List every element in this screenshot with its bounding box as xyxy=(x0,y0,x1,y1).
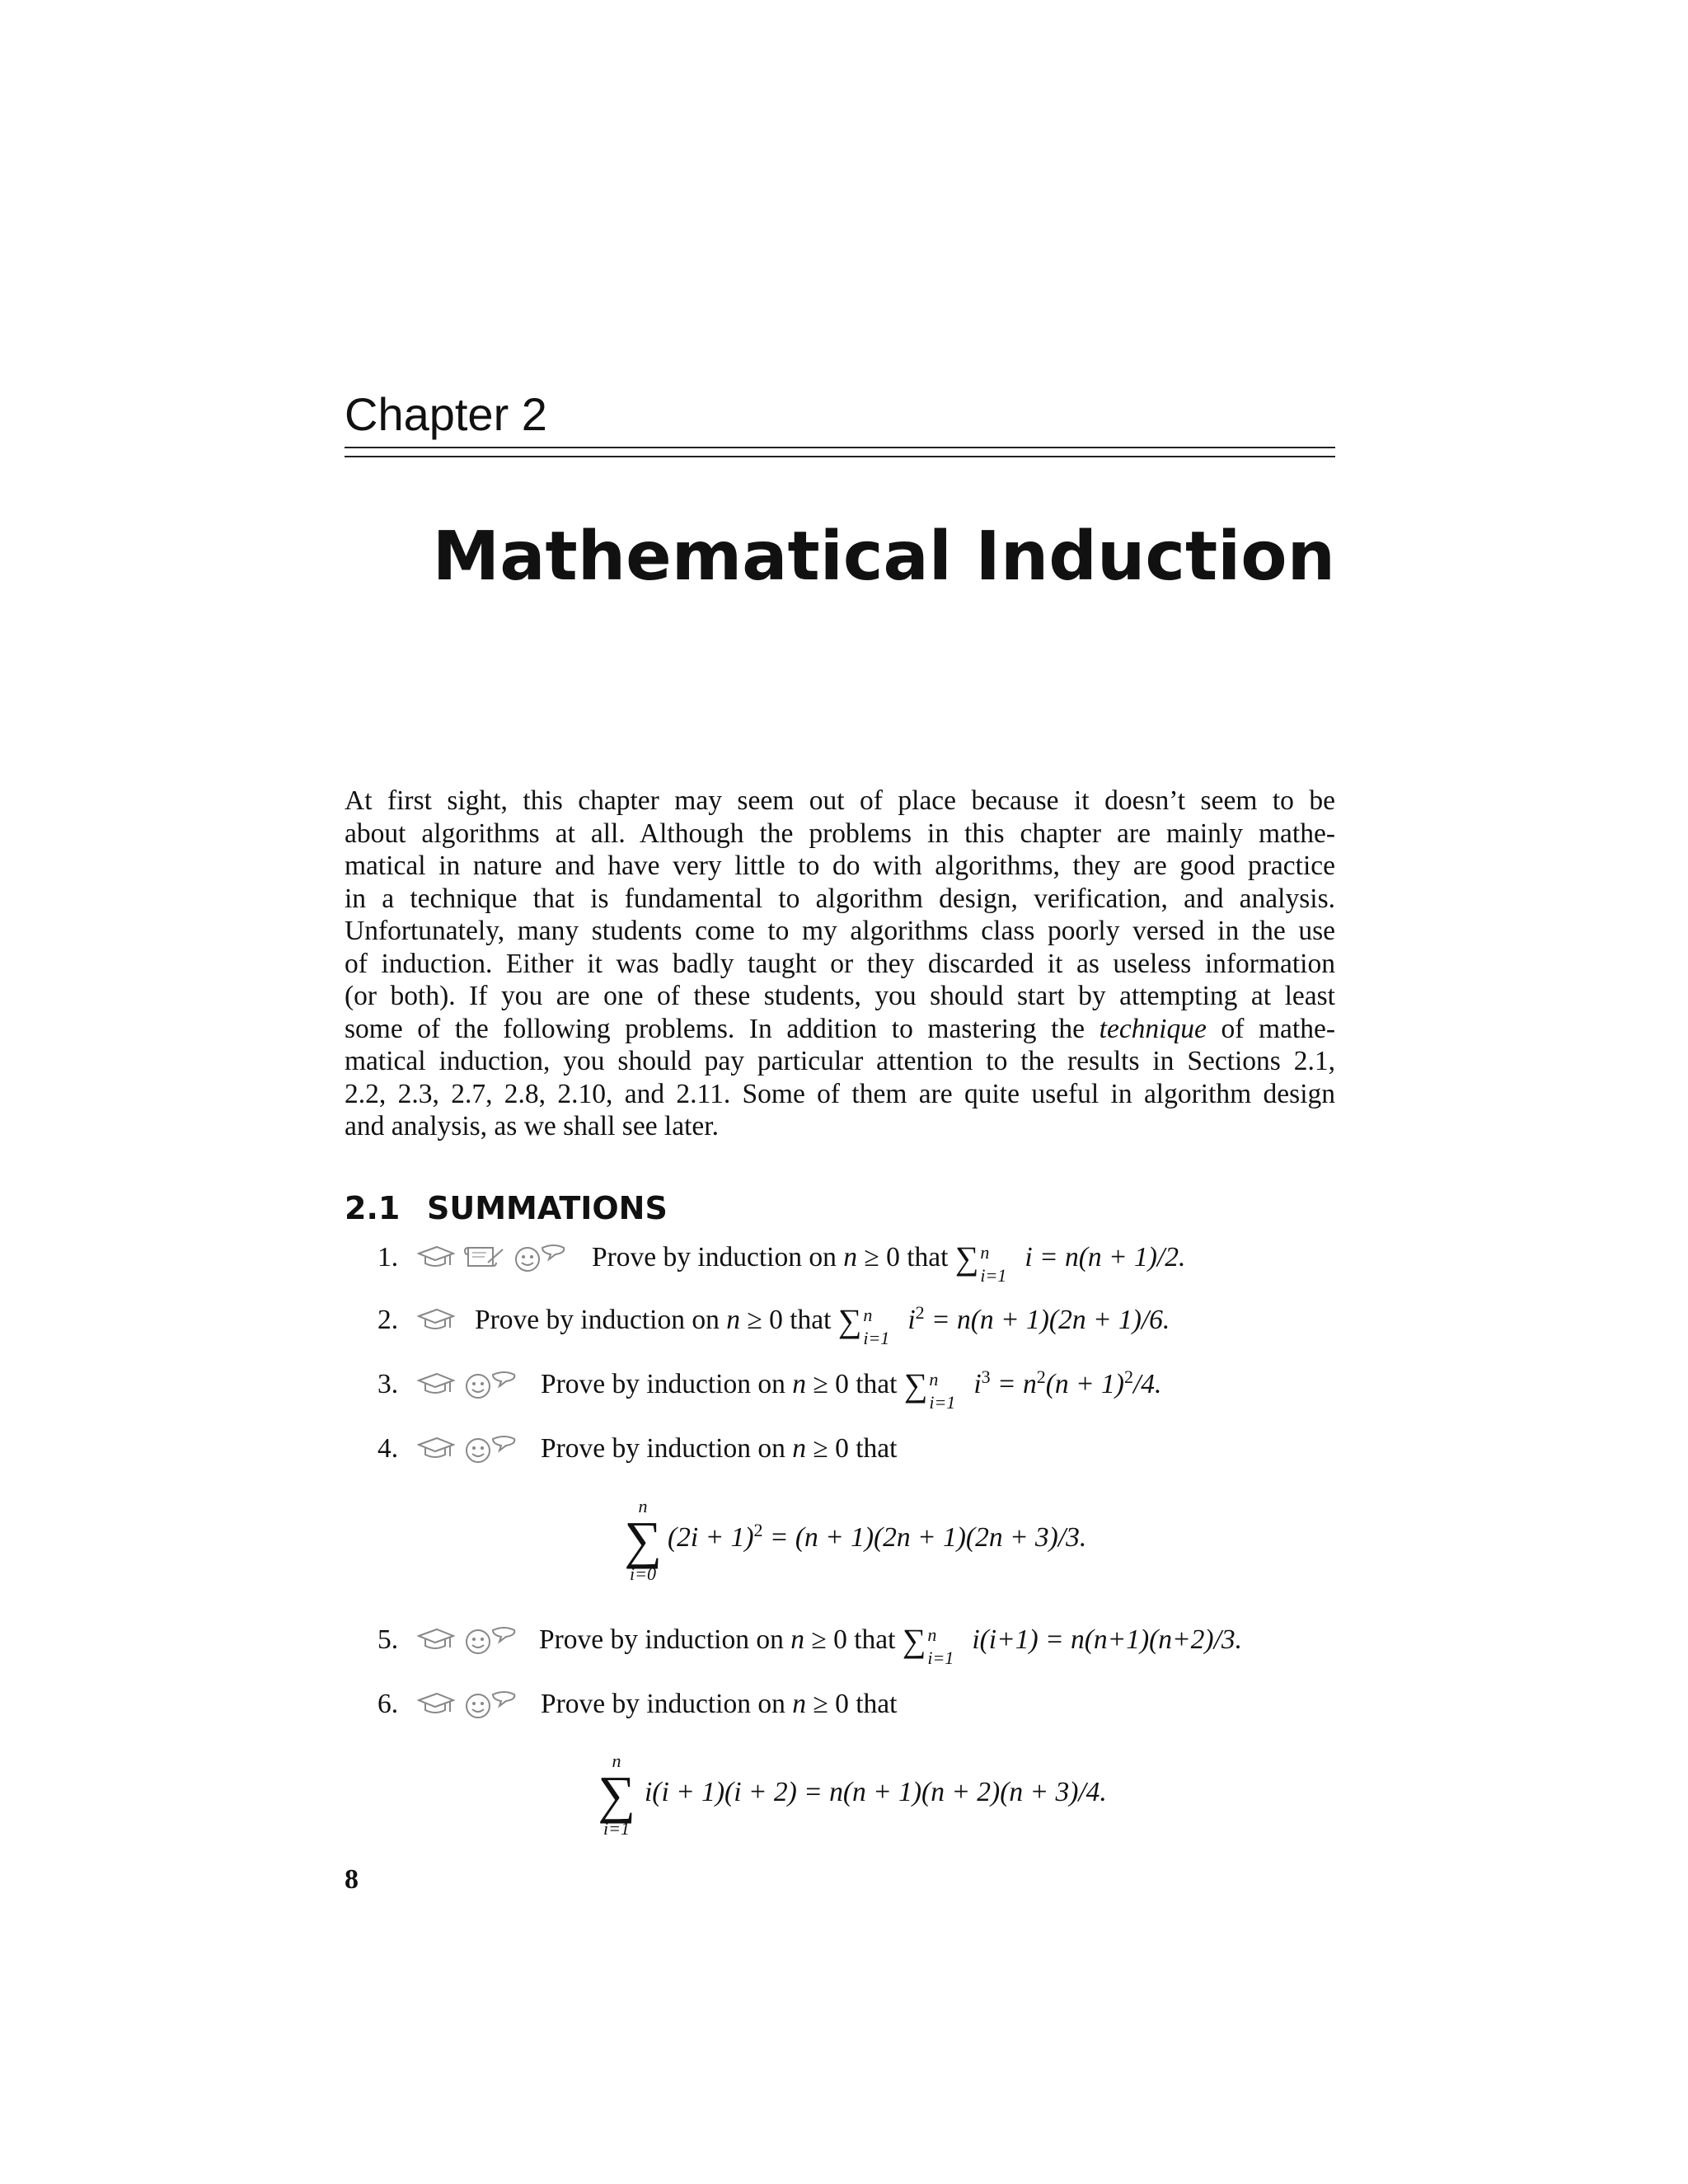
graduation-cap-icon xyxy=(417,1372,455,1397)
intro-line: 2.2, 2.3, 2.7, 2.8, 2.10, and 2.11. Some of them are quite useful in algorithm design xyxy=(345,1078,1335,1109)
problem-number: 5. xyxy=(377,1624,399,1655)
sum-symbol: ∑ xyxy=(902,1622,926,1659)
chapter-rule-bottom xyxy=(345,456,1335,457)
problem-statement: Prove by induction on n ≥ 0 that ∑ n i=1 i = n(n + 1)/2. xyxy=(592,1240,1186,1286)
smiley-speech-icon xyxy=(463,1690,518,1719)
intro-line: matical in nature and have very little to do with algorithms, they are good practice xyxy=(345,851,1335,881)
intro-text: of mathe- xyxy=(1206,1013,1335,1044)
chapter-label: Chapter 2 xyxy=(345,388,547,440)
chapter-title: Mathematical Induction xyxy=(432,518,1335,596)
problem-number: 2. xyxy=(377,1305,399,1335)
intro-line: matical induction, you should pay particular attention to the results in Sections 2.1, xyxy=(345,1046,1335,1076)
sum-symbol: ∑ xyxy=(903,1366,928,1404)
section-title: SUMMATIONS xyxy=(427,1190,668,1226)
section-number: 2.1 xyxy=(345,1190,401,1226)
intro-line xyxy=(345,1013,1335,1046)
problem-number: 6. xyxy=(377,1689,399,1719)
intro-line: Unfortunately, many students come to my algorithms class poorly versed in the use xyxy=(345,916,1335,946)
intro-line: and analysis, as we shall see later. xyxy=(345,1111,719,1141)
page-number: 8 xyxy=(345,1864,359,1895)
smiley-speech-icon xyxy=(463,1625,518,1655)
graduation-cap-icon xyxy=(417,1628,455,1652)
problem-statement: Prove by induction on n ≥ 0 that xyxy=(541,1433,898,1464)
section-heading xyxy=(345,1190,668,1226)
intro-line: about algorithms at all. Although the problems in this chapter are mainly mathe- xyxy=(345,818,1335,849)
intro-text: some of the following problems. In addition to mastering the xyxy=(345,1013,1100,1044)
chapter-rule-top xyxy=(345,447,1335,448)
smiley-speech-icon xyxy=(463,1434,518,1464)
graduation-cap-icon xyxy=(417,1436,455,1461)
problem-number: 4. xyxy=(377,1433,399,1464)
problem-statement: Prove by induction on n ≥ 0 that ∑ n i=1 i(i+1) = n(n+1)(n+2)/3. xyxy=(539,1622,1242,1669)
graduation-cap-icon xyxy=(417,1245,455,1270)
intro-line: in a technique that is fundamental to algorithm design, verification, and analysis. xyxy=(345,883,1335,914)
intro-paragraph xyxy=(345,785,1335,1143)
sum-symbol: ∑ xyxy=(624,1511,662,1569)
graduation-cap-icon xyxy=(417,1692,455,1717)
smiley-speech-icon xyxy=(513,1243,567,1272)
intro-line: (or both). If you are one of these students, you should start by attempting at least xyxy=(345,981,1335,1011)
scroll-icon xyxy=(463,1244,504,1271)
problem-statement: Prove by induction on n ≥ 0 that xyxy=(541,1689,898,1719)
problem-statement: Prove by induction on n ≥ 0 that ∑ n i=1 $i^3 = n^2(n + 1)^2/4$. xyxy=(541,1366,1162,1413)
intro-emphasis: technique xyxy=(1099,1013,1207,1044)
sum-symbol: ∑ xyxy=(954,1240,979,1277)
intro-line: of induction. Either it was badly taught or they discarded it as useless information xyxy=(345,948,1335,979)
problem-number: 1. xyxy=(377,1242,399,1272)
sum-symbol: ∑ xyxy=(598,1765,635,1824)
problem-number: 3. xyxy=(377,1369,399,1399)
problem-statement: Prove by induction on n ≥ 0 that ∑ n i=1 $i^2 = n(n + 1)(2n + 1)/6$. xyxy=(475,1302,1170,1349)
smiley-speech-icon xyxy=(463,1370,518,1399)
sum-symbol: ∑ xyxy=(837,1302,862,1339)
graduation-cap-icon xyxy=(417,1308,455,1333)
intro-line: At first sight, this chapter may seem out of place because it doesn’t seem to be xyxy=(345,785,1335,816)
